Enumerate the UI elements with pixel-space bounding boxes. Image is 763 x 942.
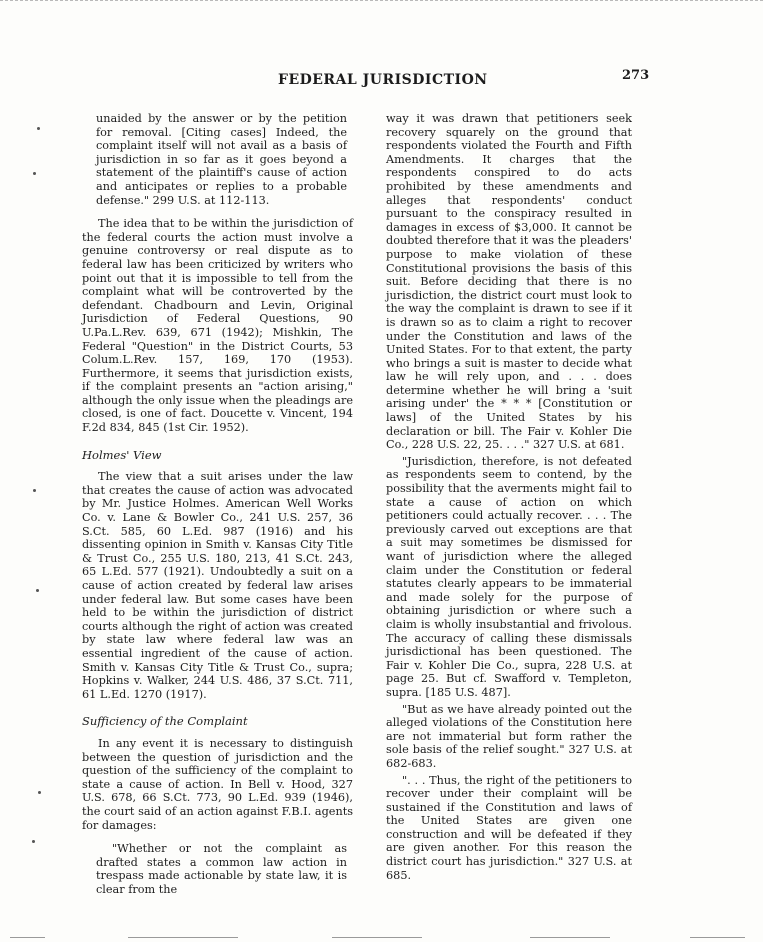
section-heading-holmes-view: Holmes' View	[82, 447, 162, 462]
margin-speck	[36, 589, 39, 592]
paragraph-sufficiency: In any event it is necessary to distinguish between the question of jurisdiction and the question of the sufficiency of the complaint to state a cause of action. In Bell v. Hood, 327 U.S. 678, 66 S.Ct. 773, 90 L.Ed. 939 (1946), the court said of an action against F.B.I. agents for damages:	[82, 736, 353, 832]
paragraph-way-drawn: way it was drawn that petitioners seek recovery squarely on the ground that respondents violated the Fourth and Fifth Amendments. It charges that the respondents conspired to do acts prohibited by these amendments and alleges that respondents' conduct pursuant to the conspiracy resulted in damages in excess of $3,000. It cannot be doubted therefore that it was the pleaders' purpose to make violation of these Constitutional provisions the basis of this suit. Before deciding that there is no jurisdiction, the district court must look to the way the complaint is drawn to see if it is drawn so as to claim a right to recover under the Constitution and laws of the United States. For to that extent, the party who brings a suit is master to decide what law he will rely upon, and . . . does determine whether he will bring a 'suit arising under' the * * * [Constitution or laws] of the United States by his declaration or bill. The Fair v. Kohler Die Co., 228 U.S. 22, 25. . . ." 327 U.S. at 681.	[386, 112, 632, 452]
bottom-edge-rule	[530, 937, 610, 938]
paragraph-thus-right-to-recover: ". . . Thus, the right of the petitioners to recover under their complaint will be sustained if the Constitution and laws of the United States are given one construction and will be defeated if they are given another. For this reason the district court has jurisdiction." 327 U.S. at 685.	[386, 773, 632, 882]
left-column	[82, 112, 353, 906]
top-edge-rule	[0, 0, 763, 2]
bottom-edge-rule	[128, 937, 238, 938]
paragraph-holmes-view: The view that a suit arises under the law that creates the cause of action was advocated by Mr. Justice Holmes. American Well Works Co. v. Lane & Bowler Co., 241 U.S. 257, 36 S.Ct. 585, 60 L.Ed. 987 (1916) and his dissenting opinion in Smith v. Kansas City Title & Trust Co., 255 U.S. 180, 213, 41 S.Ct. 243, 65 L.Ed. 577 (1921). Undoubtedly a suit on a cause of action created by federal law arises under federal law. But some cases have been held to be within the jurisdiction of district courts although the right of action was created by state law where federal law was an essential ingredient of the cause of action. Smith v. Kansas City Title & Trust Co., supra; Hopkins v. Walker, 244 U.S. 486, 37 S.Ct. 711, 61 L.Ed. 1270 (1917).	[82, 470, 353, 701]
bottom-edge-rule	[332, 937, 422, 938]
page-number: 273	[622, 68, 650, 83]
paragraph-genuine-controversy: The idea that to be within the jurisdiction of the federal courts the action must involve a genuine controversy or real dispute as to federal law has been criticized by writers who point out that it is impossible to tell from the complaint what will be controverted by the defendant. Chadbourn and Levin, Original Jurisdiction of Federal Questions, 90 U.Pa.L.Rev. 639, 671 (1942); Mishkin, The Federal "Question" in the District Courts, 53 Colum.L.Rev. 157, 169, 170 (1953). Furthermore, it seems that jurisdiction exists, if the complaint presents an "action arising," although the only issue when the pleadings are closed, is one of fact. Doucette v. Vincent, 194 F.2d 834, 845 (1st Cir. 1952).	[82, 217, 353, 435]
bottom-edge-rule	[690, 937, 745, 938]
right-column	[386, 112, 632, 892]
margin-speck	[32, 840, 35, 843]
margin-speck	[33, 172, 36, 175]
paragraph-jurisdiction-not-defeated: "Jurisdiction, therefore, is not defeated as respondents seem to contend, by the possibility that the averments might fail to state a cause of action on which petitioners could actually recover. . . . The previously carved out exceptions are that a suit may sometimes be dismissed for want of jurisdiction where the alleged claim under the Constitution or federal statutes clearly appears to be immaterial and made solely for the purpose of obtaining jurisdiction or where such a claim is wholly insubstantial and frivolous. The accuracy of calling these dismissals jurisdictional has been questioned. The Fair v. Kohler Die Co., supra, 228 U.S. at page 25. But cf. Swafford v. Templeton, supra. [185 U.S. 487].	[386, 454, 632, 699]
paragraph-already-pointed-out: "But as we have already pointed out the alleged violations of the Constitution here are not immaterial but form rather the sole basis of the relief sought." 327 U.S. at 682-683.	[386, 702, 632, 770]
continued-quote: unaided by the answer or by the petition for removal. [Citing cases] Indeed, the complaint itself will not avail as a basis of jurisdiction in so far as it goes beyond a statement of the plaintiff's cause of action and anticipates or replies to a probable defense." 299 U.S. at 112-113.	[96, 112, 347, 207]
margin-speck	[37, 127, 40, 130]
block-quote-bell-v-hood: "Whether or not the complaint as drafted states a common law action in trespass made actionable by state law, it is clear from the	[96, 842, 347, 896]
bottom-edge-rule	[10, 937, 45, 938]
running-header: FEDERAL JURISDICTION	[278, 72, 488, 88]
section-heading-sufficiency: Sufficiency of the Complaint	[82, 714, 248, 729]
margin-speck	[33, 489, 36, 492]
margin-speck	[38, 791, 41, 794]
